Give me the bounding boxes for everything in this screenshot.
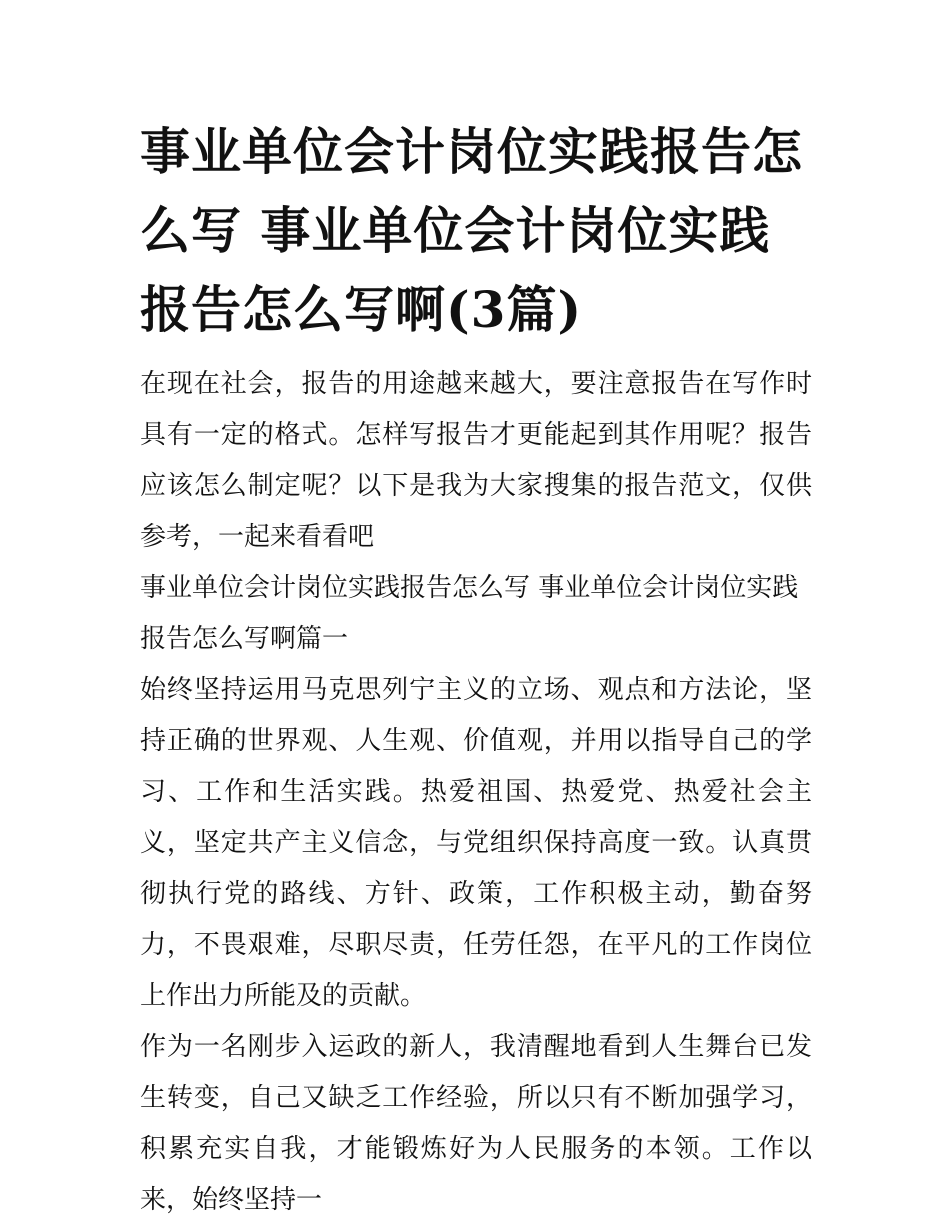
- document-title: 事业单位会计岗位实践报告怎么写 事业单位会计岗位实践报告怎么写啊(3篇): [140, 122, 803, 339]
- body-paragraph-1: 始终坚持运用马克思列宁主义的立场、观点和方法论，坚持正确的世界观、人生观、价值观，并用以指导自己的学习、工作和生活实践。热爱祖国、热爱党、热爱社会主义，坚定共产主义信念，与党组织保持高度一致。认真贯彻执行党的路线、方针、政策，工作积极主动，勤奋努力，不畏艰难，尽职尽责，任劳任怨，在平凡的工作岗位上作出力所能及的贡献。: [140, 675, 812, 1011]
- body-paragraph-2: 作为一名刚步入运政的新人，我清醒地看到人生舞台已发生转变，自己又缺乏工作经验，所以只有不断加强学习，积累充实自我，才能锻炼好为人民服务的本领。工作以来，始终坚持一: [140, 1032, 812, 1215]
- document-page: [140, 112, 812, 1226]
- intro-paragraph: 在现在社会，报告的用途越来越大，要注意报告在写作时具有一定的格式。怎样写报告才更能起到其作用呢？报告应该怎么制定呢？以下是我为大家搜集的报告范文，仅供参考，一起来看看吧: [140, 369, 812, 552]
- section-heading: 事业单位会计岗位实践报告怎么写 事业单位会计岗位实践报告怎么写啊篇一: [140, 573, 799, 654]
